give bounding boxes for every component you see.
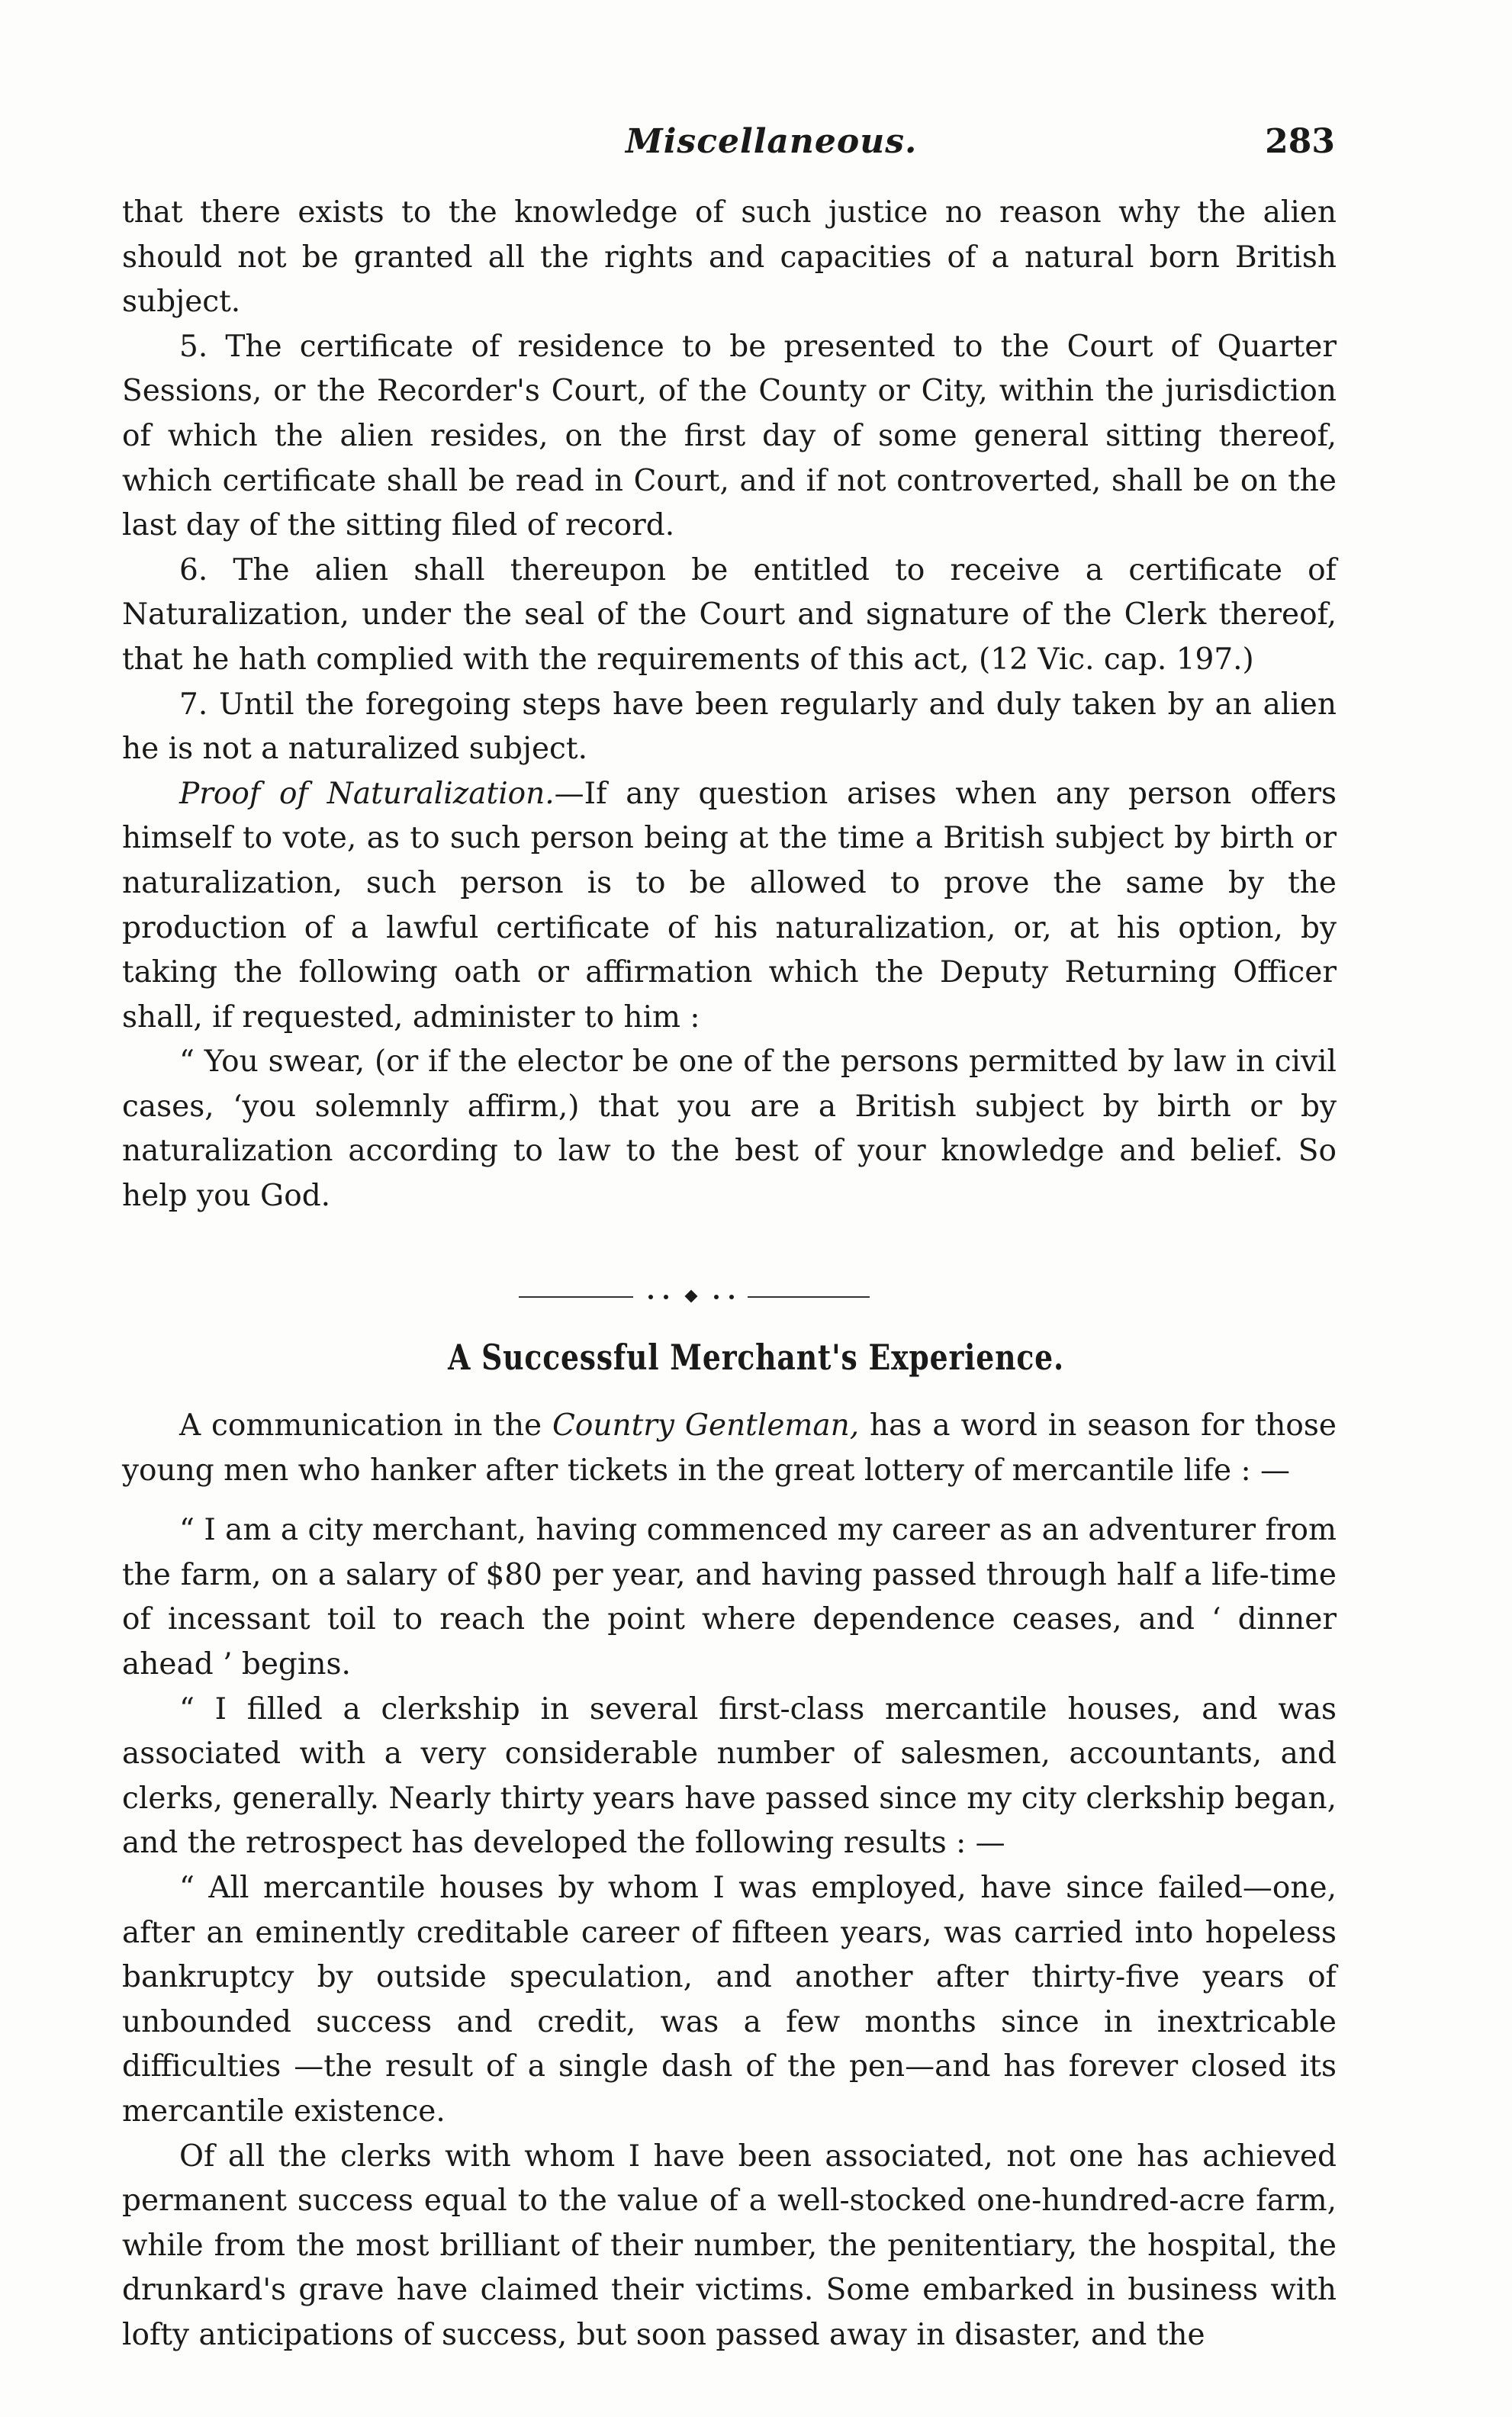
- paragraph-continuation: that there exists to the knowledge of such justice no reason why the alien should not be granted all the rights and capacities of a natural born British subject.: [122, 195, 1337, 320]
- article-intro: [122, 1404, 1337, 1493]
- intro-publication: Country Gentleman,: [552, 1408, 860, 1443]
- intro-before: A communication in the: [179, 1408, 553, 1443]
- paragraph-oath: “ You swear, (or if the elector be one of the persons permitted by law in civil cases, ‘you solemnly affirm,) that you are a British subject by birth or by naturalization according to law to the best of your knowledge and belief. So help you God.: [122, 1044, 1337, 1214]
- naturalization-section: [122, 191, 1337, 1219]
- intro-after: has a word in season for those young men who hanker after tickets in the great lottery of mercantile life : —: [122, 1408, 1337, 1488]
- paragraph-clause-5: 5. The certificate of residence to be presented to the Court of Quarter Sessions, or the Recorder's Court, of the County or City, within the jurisdiction of which the alien resides, on the first day of some general sitting thereof, which certificate shall be read in Court, and if not controverted, shall be on the last day of the sitting filed of record.: [122, 329, 1337, 543]
- article-title: A Successful Merchant's Experience.: [448, 1337, 1064, 1378]
- article-paragraph: “ All mercantile houses by whom I was employed, have since failed—one, after an eminently creditable career of fifteen years, was carried into hopeless bankruptcy by outside speculation, and another after thirty-five years of unbounded success and credit, was a few months since in inextricable difficulties —the result of a single dash of the pen—and has forever closed its mercantile existence.: [122, 1870, 1337, 2129]
- article-paragraph: “ I filled a clerkship in several first-class mercantile houses, and was associated with a very considerable number of salesmen, accountants, and clerks, generally. Nearly thirty years have passed since my city clerkship began, and the retrospect has developed the following results : —: [122, 1691, 1337, 1861]
- paragraph-clause-6: 6. The alien shall thereupon be entitled to receive a certificate of Naturalization, under the seal of the Court and signature of the Clerk thereof, that he hath complied with the requirements of this act, (12 Vic. cap. 197.): [122, 552, 1337, 677]
- paragraph-clause-7: 7. Until the foregoing steps have been regularly and duly taken by an alien he is not a naturalized subject.: [122, 687, 1337, 767]
- page-number: 283: [1265, 122, 1335, 161]
- proof-heading: Proof of Naturalization.: [179, 776, 555, 811]
- running-title: Miscellaneous.: [626, 122, 918, 161]
- paragraph-proof: [122, 772, 1337, 1041]
- merchant-article-body: [122, 1404, 1337, 2357]
- running-header: [137, 122, 1335, 168]
- section-divider-ornament: [519, 1289, 870, 1305]
- proof-text: —If any question arises when any person offers himself to vote, as to such person being at the time a British subject by birth or naturalization, such person is to be allowed to prove the same by the production of a lawful certificate of his naturalization, or, at his option, by taking the following oath or affirmation which the Deputy Returning Officer shall, if requested, administer to him :: [122, 776, 1337, 1035]
- article-paragraph: “ I am a city merchant, having commenced my career as an adventurer from the farm, on a salary of $80 per year, and having passed through half a life-time of incessant toil to reach the point where dependence ceases, and ‘ dinner ahead ’ begins.: [122, 1513, 1337, 1682]
- article-paragraph: Of all the clerks with whom I have been associated, not one has achieved permanent success equal to the value of a well-stocked one-hundred-acre farm, while from the most brilliant of their number, the penitentiary, the hospital, the drunkard's grave have claimed their victims. Some embarked in business with lofty anticipations of success, but soon passed away in disaster, and the: [122, 2139, 1337, 2352]
